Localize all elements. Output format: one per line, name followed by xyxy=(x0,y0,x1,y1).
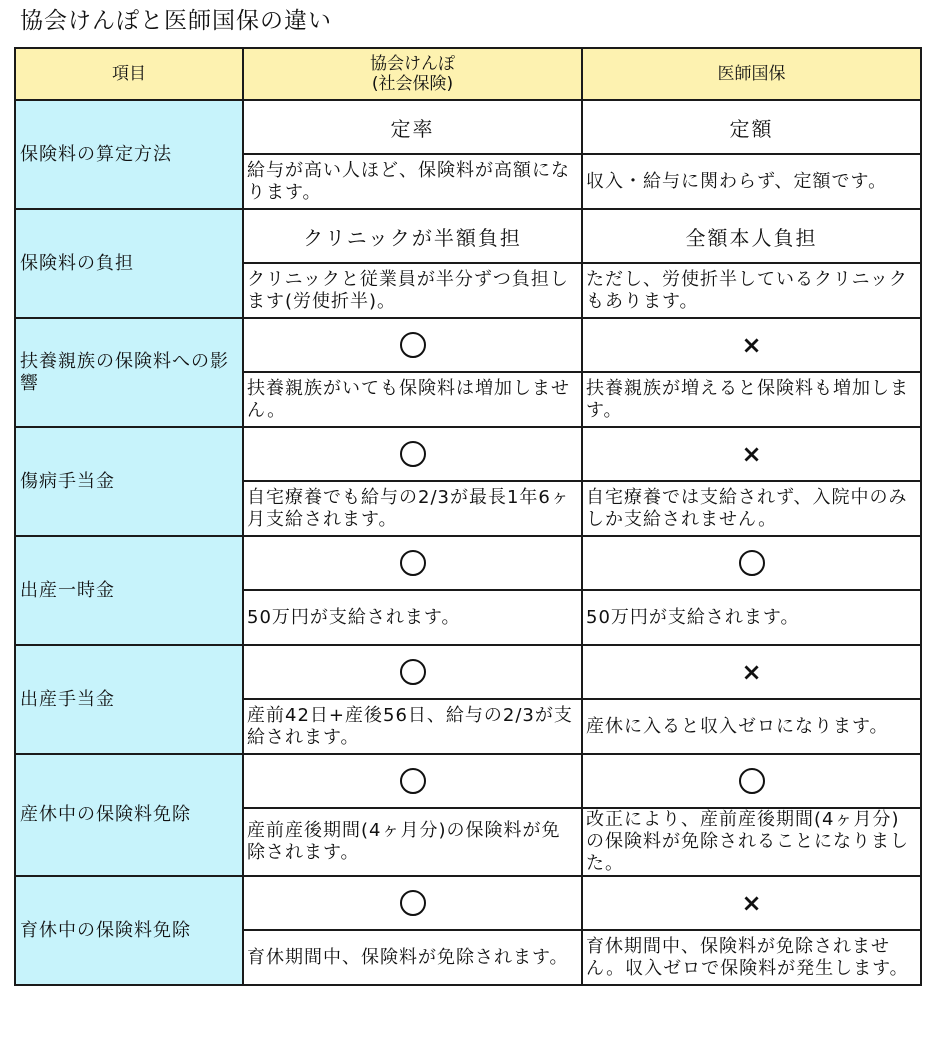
kyokai-desc: 50万円が支給されます。 xyxy=(243,590,582,645)
comparison-table xyxy=(14,47,922,986)
row-label: 出産一時金 xyxy=(15,536,243,645)
row-label: 産休中の保険料免除 xyxy=(15,754,243,876)
cross-icon: × xyxy=(741,889,762,917)
ishi-desc: 収入・給与に関わらず、定額です。 xyxy=(582,154,921,209)
ishi-mark xyxy=(582,754,921,808)
page-title: 協会けんぽと医師国保の違い xyxy=(20,8,332,34)
table-row xyxy=(15,209,921,263)
mark-text: クリニックが半額負担 xyxy=(303,225,522,250)
table-row xyxy=(15,100,921,154)
ishi-desc: 改正により、産前産後期間(4ヶ月分)の保険料が免除されることになりました。 xyxy=(582,808,921,876)
kyokai-mark xyxy=(243,754,582,808)
row-label: 傷病手当金 xyxy=(15,427,243,536)
header-row xyxy=(15,48,921,100)
cross-icon: × xyxy=(741,440,762,468)
kyokai-desc: 給与が高い人ほど、保険料が高額になります。 xyxy=(243,154,582,209)
kyokai-mark xyxy=(243,318,582,372)
kyokai-mark xyxy=(243,536,582,590)
kyokai-desc: 育休期間中、保険料が免除されます。 xyxy=(243,930,582,985)
ishi-mark xyxy=(582,645,921,699)
ishi-mark xyxy=(582,876,921,930)
circle-icon xyxy=(400,550,426,576)
row-label: 育休中の保険料免除 xyxy=(15,876,243,985)
ishi-desc: 50万円が支給されます。 xyxy=(582,590,921,645)
ishi-desc: 自宅療養では支給されず、入院中のみしか支給されません。 xyxy=(582,481,921,536)
mark-text: 定額 xyxy=(729,116,774,141)
ishi-mark xyxy=(582,536,921,590)
circle-icon xyxy=(400,768,426,794)
header-kyokai-sub: (社会保険) xyxy=(371,74,454,94)
ishi-desc: 扶養親族が増えると保険料も増加します。 xyxy=(582,372,921,427)
kyokai-desc: クリニックと従業員が半分ずつ負担します(労使折半)。 xyxy=(243,263,582,318)
header-item: 項目 xyxy=(15,48,243,100)
ishi-mark xyxy=(582,209,921,263)
ishi-desc: ただし、労使折半しているクリニックもあります。 xyxy=(582,263,921,318)
circle-icon xyxy=(400,659,426,685)
kyokai-desc: 自宅療養でも給与の2/3が最長1年6ヶ月支給されます。 xyxy=(243,481,582,536)
kyokai-mark xyxy=(243,209,582,263)
ishi-desc: 育休期間中、保険料が免除されません。収入ゼロで保険料が発生します。 xyxy=(582,930,921,985)
table-row xyxy=(15,645,921,699)
row-label: 出産手当金 xyxy=(15,645,243,754)
table-body xyxy=(15,100,921,985)
circle-icon xyxy=(400,890,426,916)
kyokai-desc: 産前42日+産後56日、給与の2/3が支給されます。 xyxy=(243,699,582,754)
circle-icon xyxy=(400,441,426,467)
cross-icon: × xyxy=(741,658,762,686)
ishi-mark xyxy=(582,318,921,372)
ishi-mark xyxy=(582,100,921,154)
kyokai-mark xyxy=(243,100,582,154)
kyokai-mark xyxy=(243,876,582,930)
header-kyokai-name: 協会けんぽ xyxy=(370,54,455,74)
circle-icon xyxy=(739,768,765,794)
mark-text: 定率 xyxy=(390,116,435,141)
table-row xyxy=(15,427,921,481)
ishi-mark xyxy=(582,427,921,481)
cross-icon: × xyxy=(741,331,762,359)
circle-icon xyxy=(400,332,426,358)
kyokai-mark xyxy=(243,427,582,481)
table-row xyxy=(15,536,921,590)
kyokai-mark xyxy=(243,645,582,699)
circle-icon xyxy=(739,550,765,576)
header-kyokai xyxy=(243,48,582,100)
row-label: 保険料の負担 xyxy=(15,209,243,318)
header-ishi: 医師国保 xyxy=(582,48,921,100)
table-row xyxy=(15,318,921,372)
kyokai-desc: 産前産後期間(4ヶ月分)の保険料が免除されます。 xyxy=(243,808,582,876)
row-label: 保険料の算定方法 xyxy=(15,100,243,209)
ishi-desc: 産休に入ると収入ゼロになります。 xyxy=(582,699,921,754)
table-row xyxy=(15,876,921,930)
mark-text: 全額本人負担 xyxy=(685,225,818,250)
kyokai-desc: 扶養親族がいても保険料は増加しません。 xyxy=(243,372,582,427)
table-row xyxy=(15,754,921,808)
row-label: 扶養親族の保険料への影響 xyxy=(15,318,243,427)
